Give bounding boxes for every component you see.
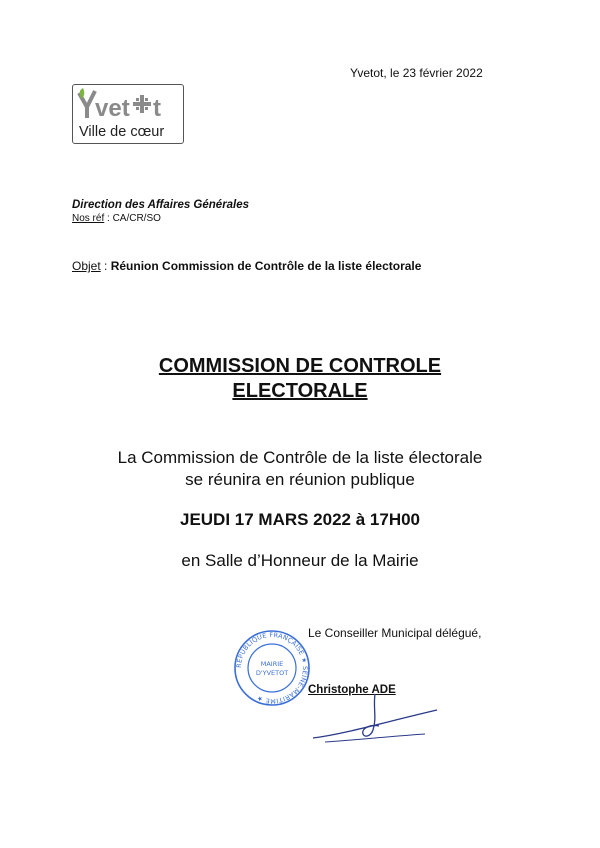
subject-separator: : bbox=[100, 259, 111, 273]
subject-line bbox=[72, 259, 421, 273]
handwritten-signature bbox=[305, 690, 445, 750]
signatory-name: Christophe ADE bbox=[308, 684, 396, 696]
stamp-outer-text: RÉPUBLIQUE FRANÇAISE ★ SEINE-MARITIME ★ bbox=[234, 630, 310, 706]
logo-emblem-icon bbox=[73, 85, 185, 125]
svg-text:vet: vet bbox=[95, 95, 130, 122]
meeting-location: en Salle d’Honneur de la Mairie bbox=[181, 551, 419, 570]
reference-line bbox=[72, 213, 161, 224]
title-line-2: ELECTORALE bbox=[232, 380, 368, 402]
reference-value: : CA/CR/SO bbox=[104, 213, 161, 224]
document-title bbox=[0, 354, 600, 404]
title-line-1: COMMISSION DE CONTROLE bbox=[158, 355, 442, 377]
logo-tagline: Ville de cœur bbox=[79, 124, 165, 140]
body-line-1: La Commission de Contrôle de la liste électorale bbox=[117, 448, 483, 467]
meeting-datetime: JEUDI 17 MARS 2022 à 17H00 bbox=[179, 510, 421, 529]
subject-text: Réunion Commission de Contrôle de la liste électorale bbox=[110, 259, 422, 273]
reference-label: Nos réf bbox=[72, 213, 105, 224]
mairie-stamp-icon bbox=[232, 628, 312, 708]
city-logo bbox=[72, 84, 184, 144]
stamp-inner-line-2: D'YVETOT bbox=[255, 669, 289, 677]
stamp-inner-line-1: MAIRIE bbox=[260, 660, 284, 668]
signatory-role: Le Conseiller Municipal délégué, bbox=[308, 626, 482, 640]
subject-label: Objet bbox=[72, 259, 101, 273]
date-line: Yvetot, le 23 février 2022 bbox=[350, 66, 483, 80]
department-name: Direction des Affaires Générales bbox=[72, 199, 250, 211]
svg-text:t: t bbox=[153, 95, 161, 122]
body-line-2: se réunira en réunion publique bbox=[185, 470, 415, 489]
